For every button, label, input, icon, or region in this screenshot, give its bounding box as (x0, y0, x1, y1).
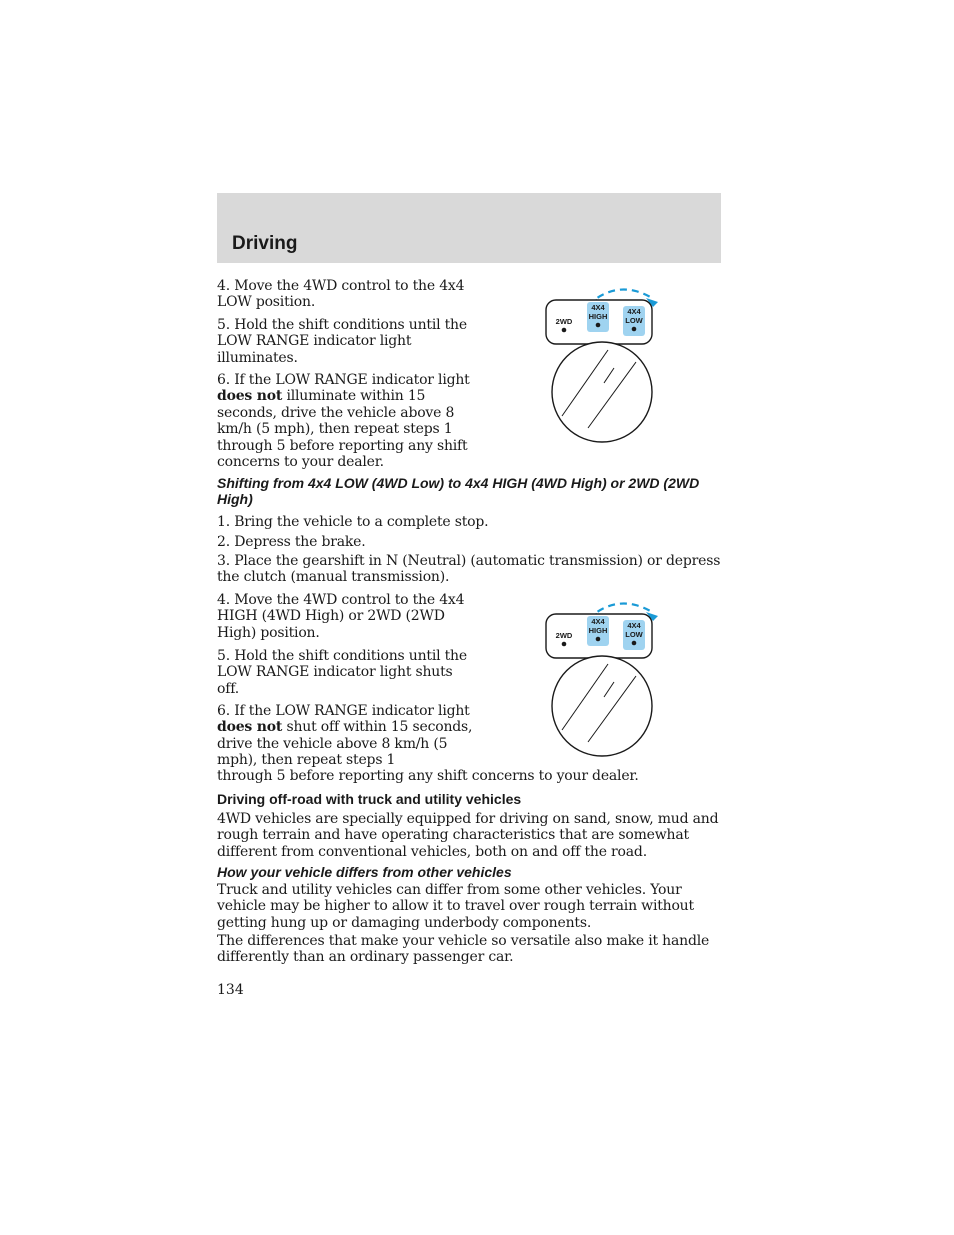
control-knob (552, 656, 652, 756)
label-low: LOW (625, 316, 643, 325)
svg-text:4X4: 4X4 (627, 307, 641, 316)
s4-body-2: The differences that make your vehicle so versatile also make it handle differently than an ordinary passenger car. (217, 933, 710, 966)
s4-body-1: Truck and utility vehicles can differ from some other vehicles. Your vehicle may be higher to allow it to travel over rough terrain without getting hung up or damaging underbody components. (217, 882, 694, 931)
section-header (217, 193, 721, 263)
control-knob (552, 342, 652, 442)
label-low: LOW (625, 630, 643, 639)
s3-body: 4WD vehicles are specially equipped for driving on sand, snow, mud and rough terrain and have operating characteristics that are somewhat different from conventional vehicles, both on and off the road. (217, 811, 719, 860)
emphasis-does-not: does not (217, 719, 283, 736)
s2-step-3: 3. Place the gearshift in N (Neutral) (automatic transmission) or depress the clutch (manual transmission). (217, 553, 721, 586)
svg-text:4X4: 4X4 (591, 303, 605, 312)
s2-step-5: 5. Hold the shift conditions until the LOW RANGE indicator light shuts off. (217, 648, 467, 697)
s1-step-4: 4. Move the 4WD control to the 4x4 LOW position. (217, 278, 465, 311)
s2-heading: Shifting from 4x4 LOW (4WD Low) to 4x4 HIGH (4WD High) or 2WD (2WD High) (217, 475, 700, 507)
emphasis-does-not: does not (217, 388, 283, 405)
s2-step-6-continued: through 5 before reporting any shift concerns to your dealer. (217, 768, 639, 784)
s3-heading: Driving off-road with truck and utility vehicles (217, 791, 522, 807)
label-2wd: 2WD (555, 317, 573, 326)
section-title: Driving (232, 233, 298, 254)
s2-step-1: 1. Bring the vehicle to a complete stop. (217, 514, 489, 530)
svg-text:4X4: 4X4 (627, 621, 641, 630)
s1-step-6: 6. If the LOW RANGE indicator light does not illuminate within 15 seconds, drive the vehicle above 8 km/h (5 mph), then repeat steps 1 through 5 before reporting any shift concerns to your dealer. (217, 372, 470, 471)
label-2wd: 2WD (555, 631, 573, 640)
4wd-control-illustration-high (540, 594, 660, 759)
s2-step-4: 4. Move the 4WD control to the 4x4 HIGH (4WD High) or 2WD (2WD High) position. (217, 592, 465, 641)
label-high: HIGH (588, 626, 608, 635)
s2-step-6: 6. If the LOW RANGE indicator light does not shut off within 15 seconds, drive the vehicle above 8 km/h (5 mph), then repeat steps 1 (217, 703, 473, 769)
page-number: 134 (217, 982, 244, 998)
svg-text:4X4: 4X4 (591, 617, 605, 626)
s1-step-5: 5. Hold the shift conditions until the LOW RANGE indicator light illuminates. (217, 317, 467, 366)
4wd-control-illustration-low (540, 280, 660, 445)
s4-heading: How your vehicle differs from other vehicles (217, 864, 512, 880)
label-high: HIGH (588, 312, 608, 321)
s2-step-2: 2. Depress the brake. (217, 534, 366, 550)
